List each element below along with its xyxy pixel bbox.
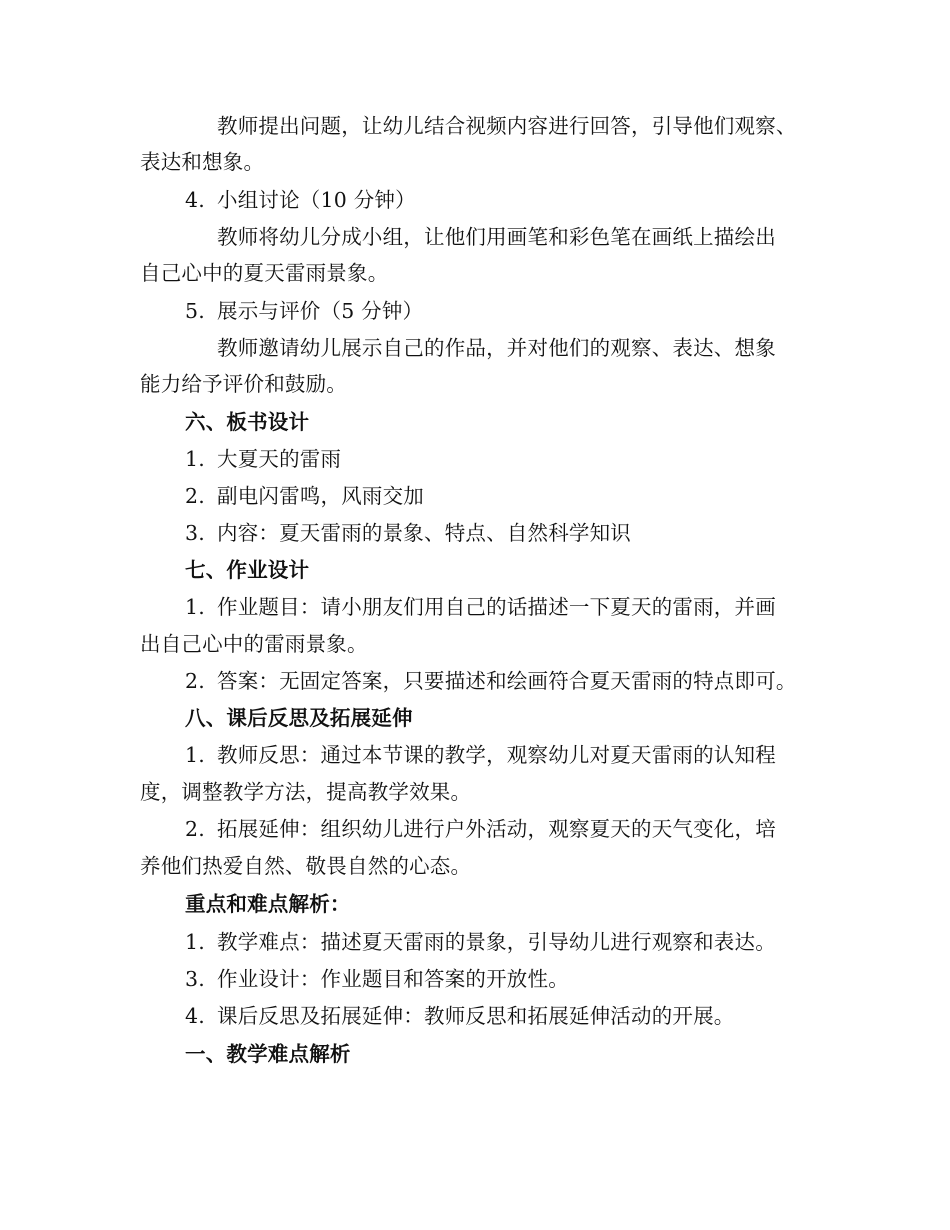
paragraph-line: 教师邀请幼儿展示自己的作品，并对他们的观察、表达、想象 (217, 336, 776, 360)
list-text: 作业题目：请小朋友们用自己的话描述一下夏天的雷雨，并画 (217, 595, 776, 619)
list-item (185, 519, 631, 547)
list-text: 拓展延伸：组织幼儿进行户外活动，观察夏天的天气变化，培 (217, 817, 776, 841)
list-item (185, 445, 341, 473)
list-number: 3. (185, 521, 205, 545)
section-heading: 七、作业设计 (185, 558, 310, 582)
section-heading: 重点和难点解析： (185, 892, 351, 916)
list-text: 大夏天的雷雨 (217, 447, 342, 471)
list-number: 1. (185, 595, 205, 619)
step-text: 小组讨论（10 分钟） (217, 188, 416, 212)
section-heading: 六、板书设计 (185, 410, 310, 434)
list-item-continuation: 出自己心中的雷雨景象。 (140, 632, 368, 656)
list-text: 课后反思及拓展延伸：教师反思和拓展延伸活动的开展。 (217, 1004, 735, 1028)
list-number: 2. (185, 817, 205, 841)
list-item (185, 1002, 735, 1030)
step-number: 4. (185, 188, 205, 212)
step-item (185, 297, 423, 325)
list-number: 2. (185, 669, 205, 693)
list-text: 内容：夏天雷雨的景象、特点、自然科学知识 (217, 521, 631, 545)
list-number: 1. (185, 447, 205, 471)
step-item (185, 186, 416, 214)
list-text: 教学难点：描述夏天雷雨的景象，引导幼儿进行观察和表达。 (217, 930, 776, 954)
list-item-continuation: 度，调整教学方法，提高教学效果。 (140, 780, 472, 804)
list-text: 副电闪雷鸣，风雨交加 (217, 484, 424, 508)
paragraph-line: 自己心中的夏天雷雨景象。 (140, 261, 389, 285)
step-text: 展示与评价（5 分钟） (217, 299, 424, 323)
list-item (185, 593, 776, 621)
list-item (185, 815, 776, 843)
section-heading: 一、教学难点解析 (185, 1042, 351, 1066)
list-number: 3. (185, 967, 205, 991)
list-item (185, 667, 797, 695)
list-item (185, 741, 776, 769)
paragraph-line: 教师提出问题，让幼儿结合视频内容进行回答，引导他们观察、 (217, 114, 797, 138)
list-text: 答案：无固定答案，只要描述和绘画符合夏天雷雨的特点即可。 (217, 669, 797, 693)
list-number: 4. (185, 1004, 205, 1028)
paragraph-line: 能力给予评价和鼓励。 (140, 372, 347, 396)
list-text: 教师反思：通过本节课的教学，观察幼儿对夏天雷雨的认知程 (217, 743, 776, 767)
list-item (185, 482, 424, 510)
list-item (185, 965, 569, 993)
paragraph-line: 教师将幼儿分成小组，让他们用画笔和彩色笔在画纸上描绘出 (217, 225, 776, 249)
section-heading: 八、课后反思及拓展延伸 (185, 706, 413, 730)
step-number: 5. (185, 299, 205, 323)
paragraph-line: 表达和想象。 (140, 150, 265, 174)
list-item (185, 928, 776, 956)
list-text: 作业设计：作业题目和答案的开放性。 (217, 967, 569, 991)
list-number: 2. (185, 484, 205, 508)
list-number: 1. (185, 743, 205, 767)
list-item-continuation: 养他们热爱自然、敬畏自然的心态。 (140, 854, 472, 878)
list-number: 1. (185, 930, 205, 954)
